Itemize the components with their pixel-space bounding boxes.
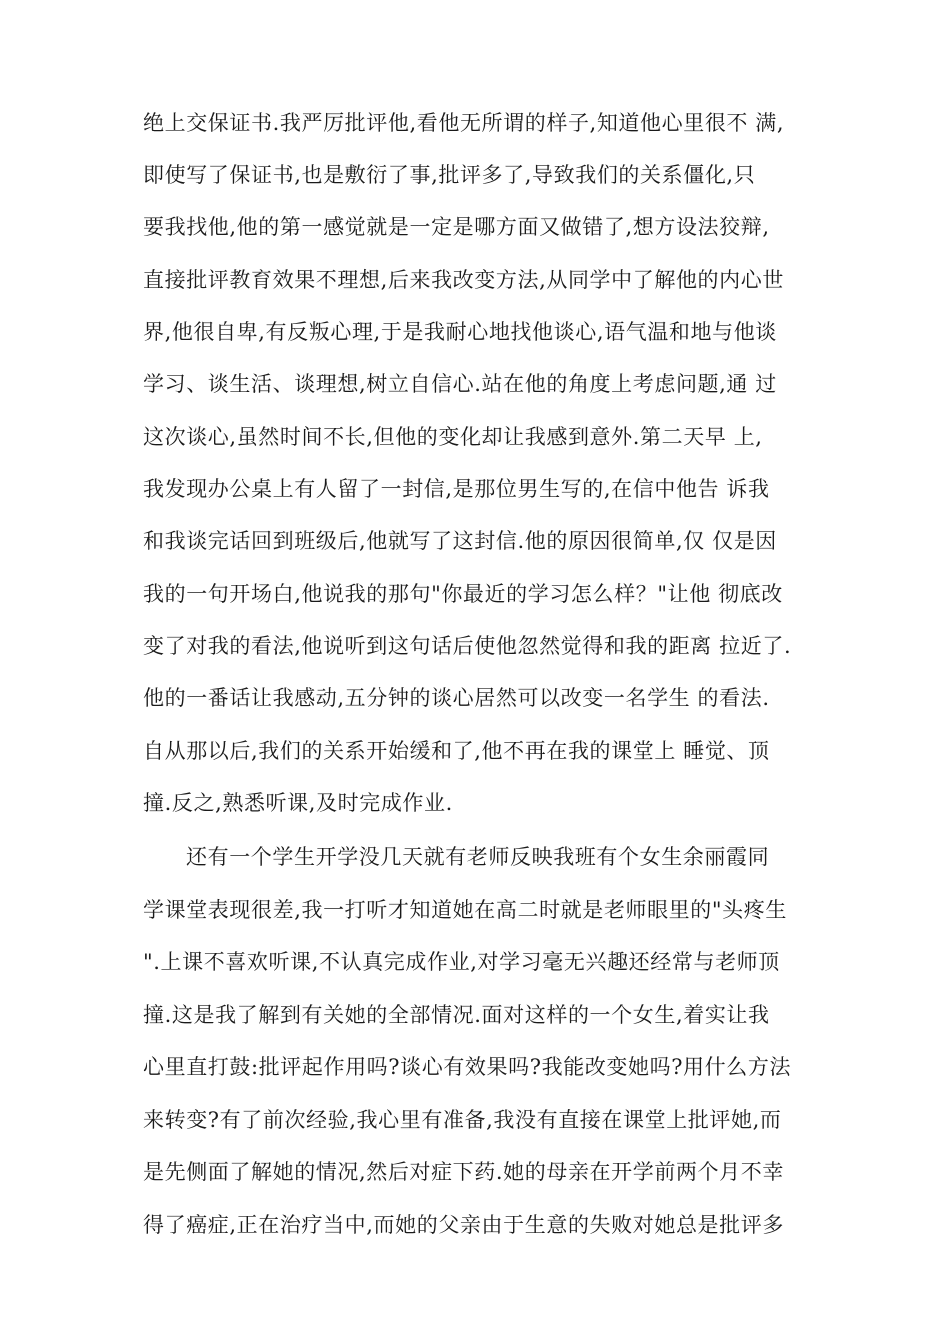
text-line: 变了对我的看法,他说听到这句话后使他忽然觉得和我的距离 拉近了. <box>143 634 792 658</box>
text-line: 学习、谈生活、谈理想,树立自信心.站在他的角度上考虑问题,通 过 <box>143 372 777 396</box>
text-line: 学课堂表现很差,我一打听才知道她在高二时就是老师眼里的"头疼生 <box>143 898 787 922</box>
text-line: 要我找他,他的第一感觉就是一定是哪方面又做错了,想方设法狡辩, <box>143 215 770 239</box>
text-line: 是先侧面了解她的情况,然后对症下药.她的母亲在开学前两个月不幸 <box>143 1160 784 1184</box>
text-line: 自从那以后,我们的关系开始缓和了,他不再在我的课堂上 睡觉、顶 <box>143 739 770 763</box>
text-line: 我发现办公桌上有人留了一封信,是那位男生写的,在信中他告 诉我 <box>143 477 770 501</box>
paragraph-first-line: 还有一个学生开学没几天就有老师反映我班有个女生余丽霞同 <box>186 845 770 869</box>
text-line: 即使写了保证书,也是敷衍了事,批评多了,导致我们的关系僵化,只 <box>143 163 756 187</box>
text-line: 这次谈心,虽然时间不长,但他的变化却让我感到意外.第二天早 上, <box>143 425 763 449</box>
text-line: ".上课不喜欢听课,不认真完成作业,对学习毫无兴趣还经常与老师顶 <box>143 950 780 974</box>
text-line: 心里直打鼓:批评起作用吗?谈心有效果吗?我能改变她吗?用什么方法 <box>143 1055 792 1079</box>
text-line: 撞.反之,熟悉听课,及时完成作业. <box>143 791 453 815</box>
text-line: 界,他很自卑,有反叛心理,于是我耐心地找他谈心,语气温和地与他谈 <box>143 320 777 344</box>
text-line: 和我谈完话回到班级后,他就写了这封信.他的原因很简单,仅 仅是因 <box>143 529 777 553</box>
text-line: 得了癌症,正在治疗当中,而她的父亲由于生意的失败对她总是批评多 <box>143 1213 784 1237</box>
text-line: 撞.这是我了解到有关她的全部情况.面对这样的一个女生,着实让我 <box>143 1003 770 1027</box>
text-line: 来转变?有了前次经验,我心里有准备,我没有直接在课堂上批评她,而 <box>143 1108 782 1132</box>
text-line: 他的一番话让我感动,五分钟的谈心居然可以改变一名学生 的看法. <box>143 686 770 710</box>
text-line: 我的一句开场白,他说我的那句"你最近的学习怎么样？"让他 彻底改 <box>143 582 783 606</box>
text-line: 绝上交保证书.我严厉批评他,看他无所谓的样子,知道他心里很不 满, <box>143 111 785 135</box>
text-line: 直接批评教育效果不理想,后来我改变方法,从同学中了解他的内心世 <box>143 268 784 292</box>
